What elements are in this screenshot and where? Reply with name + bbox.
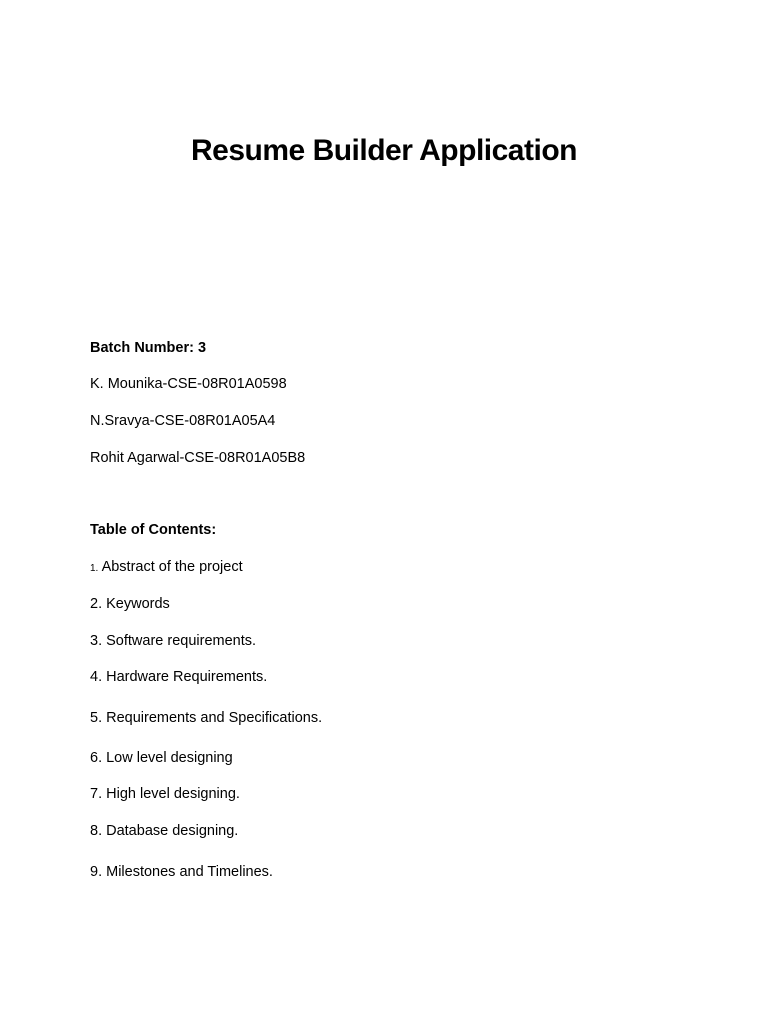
toc-item-6: 6. Low level designing xyxy=(90,750,233,766)
toc-item-5: 5. Requirements and Specifications. xyxy=(90,710,323,726)
toc-heading: Table of Contents: xyxy=(90,522,217,538)
toc-item-1 xyxy=(90,559,243,575)
toc-item-2: 2. Keywords xyxy=(90,596,170,612)
member-1: K. Mounika-CSE-08R01A0598 xyxy=(90,376,287,392)
member-2: N.Sravya-CSE-08R01A05A4 xyxy=(90,413,276,429)
toc-item-9: 9. Milestones and Timelines. xyxy=(90,864,273,880)
document-title: Resume Builder Application xyxy=(191,134,577,167)
toc-item-4: 4. Hardware Requirements. xyxy=(90,669,268,685)
toc-item-1-text: Abstract of the project xyxy=(98,559,243,575)
toc-item-3: 3. Software requirements. xyxy=(90,633,257,649)
toc-item-7: 7. High level designing. xyxy=(90,786,240,802)
toc-item-1-number: 1. xyxy=(90,563,99,574)
member-3: Rohit Agarwal-CSE-08R01A05B8 xyxy=(90,450,306,466)
batch-number: Batch Number: 3 xyxy=(90,340,207,356)
toc-item-8: 8. Database designing. xyxy=(90,823,239,839)
